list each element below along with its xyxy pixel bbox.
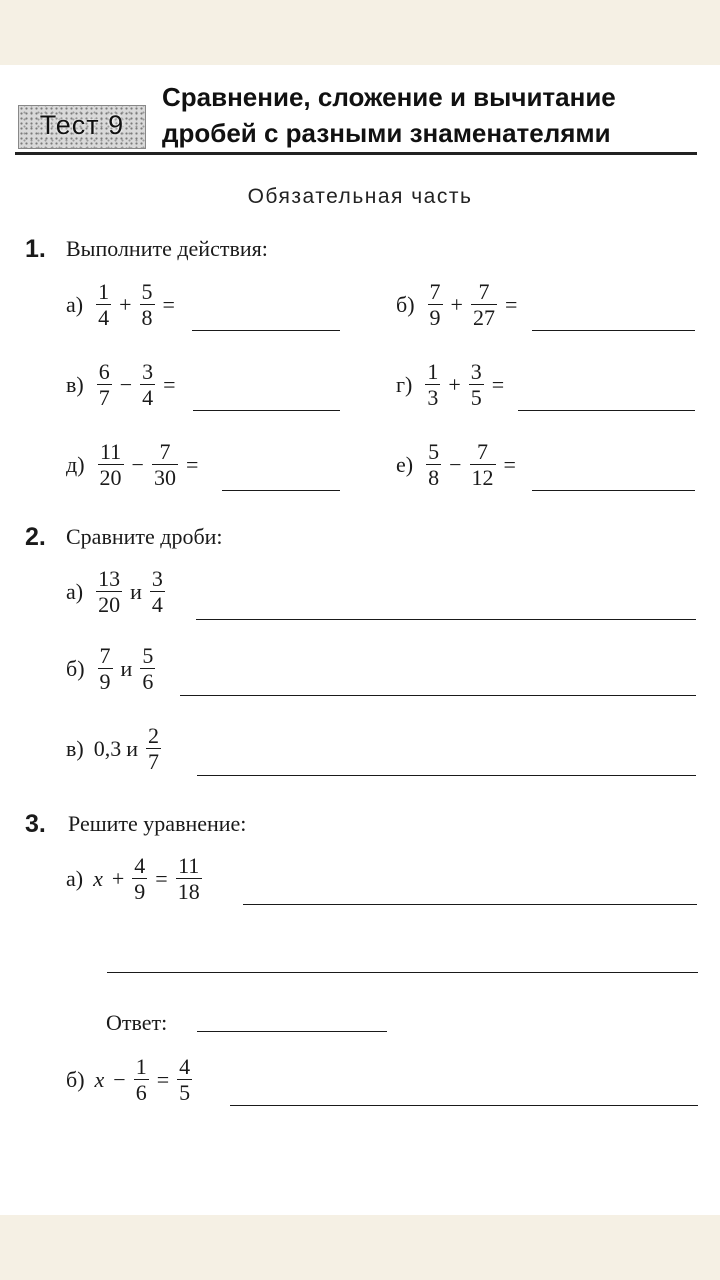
denominator: 9 xyxy=(99,669,111,694)
operator: + xyxy=(450,291,463,317)
item-label: г) xyxy=(396,371,413,397)
denominator: 6 xyxy=(135,1080,147,1105)
denominator: 8 xyxy=(141,305,153,330)
denominator: 18 xyxy=(177,879,200,904)
fraction xyxy=(425,359,440,410)
q1-item-g xyxy=(396,359,509,410)
item-label: а) xyxy=(66,865,84,891)
denominator: 27 xyxy=(472,305,495,330)
operator: + xyxy=(111,865,125,891)
denominator: 4 xyxy=(98,305,110,330)
equals-sign: = xyxy=(163,371,176,397)
q2-item-b xyxy=(66,643,158,694)
variable-x: x xyxy=(93,865,103,891)
q2-item-a xyxy=(66,566,168,617)
operator: − xyxy=(119,371,133,397)
numerator: 3 xyxy=(470,359,482,384)
fraction xyxy=(96,279,111,330)
numerator: 4 xyxy=(179,1054,191,1079)
fraction xyxy=(140,279,155,330)
fraction xyxy=(146,723,161,774)
conjunction: и xyxy=(120,655,133,681)
item-label: в) xyxy=(66,371,84,397)
fraction xyxy=(140,359,155,410)
item-label: б) xyxy=(66,1066,85,1092)
denominator: 5 xyxy=(179,1080,191,1105)
denominator: 7 xyxy=(98,385,110,410)
denominator: 6 xyxy=(142,669,154,694)
question-2-number: 2. xyxy=(25,523,46,551)
conjunction: и xyxy=(130,578,142,604)
fraction xyxy=(97,359,112,410)
q1-v-answer-line[interactable] xyxy=(193,410,340,411)
numerator: 11 xyxy=(178,853,200,878)
numerator: 3 xyxy=(142,359,154,384)
numerator: 7 xyxy=(429,279,441,304)
section-subtitle: Обязательная часть xyxy=(247,185,473,208)
item-label: б) xyxy=(396,291,415,317)
numerator: 1 xyxy=(98,279,110,304)
fraction xyxy=(140,643,155,694)
fraction xyxy=(152,439,178,490)
numerator: 3 xyxy=(151,566,163,591)
q1-e-answer-line[interactable] xyxy=(532,490,695,491)
q1-item-b xyxy=(396,279,522,330)
denominator: 20 xyxy=(99,465,122,490)
numerator: 7 xyxy=(99,643,111,668)
numerator: 7 xyxy=(478,279,490,304)
numerator: 5 xyxy=(141,279,153,304)
item-label: е) xyxy=(396,451,414,477)
fraction xyxy=(134,1054,149,1105)
denominator: 30 xyxy=(153,465,176,490)
denominator: 4 xyxy=(151,592,163,617)
denominator: 12 xyxy=(471,465,494,490)
q1-b-answer-line[interactable] xyxy=(532,330,695,331)
operator: + xyxy=(119,291,132,317)
item-label: б) xyxy=(66,655,85,681)
q3-a-answer-field[interactable] xyxy=(197,1031,387,1032)
header-rule xyxy=(15,152,697,155)
numerator: 5 xyxy=(142,643,154,668)
q1-d-answer-line[interactable] xyxy=(222,490,340,491)
operator: − xyxy=(131,451,144,477)
equals-sign: = xyxy=(156,1066,170,1092)
denominator: 5 xyxy=(470,385,482,410)
decimal-value: 0,3 xyxy=(93,735,122,761)
item-label: а) xyxy=(66,578,84,604)
variable-x: x xyxy=(94,1066,105,1092)
item-label: а) xyxy=(66,291,84,317)
operator: − xyxy=(113,1066,126,1092)
numerator: 2 xyxy=(148,723,159,748)
q3-a-answer-line[interactable] xyxy=(243,904,697,905)
denominator: 20 xyxy=(98,592,121,617)
q3-item-b xyxy=(66,1054,195,1105)
numerator: 1 xyxy=(135,1054,147,1079)
operator: − xyxy=(449,451,462,477)
equals-sign: = xyxy=(185,451,199,477)
q2-a-answer-line[interactable] xyxy=(196,619,696,620)
denominator: 3 xyxy=(427,385,439,410)
equals-sign: = xyxy=(504,291,518,317)
q1-item-d xyxy=(66,439,203,490)
item-label: д) xyxy=(66,451,85,477)
q1-item-v xyxy=(66,359,181,410)
equals-sign: = xyxy=(491,371,505,397)
item-label: в) xyxy=(66,735,84,761)
numerator: 5 xyxy=(428,439,440,464)
question-1-number: 1. xyxy=(25,235,46,263)
title-line-2: дробей с разными знаменателями xyxy=(162,118,611,148)
equals-sign: = xyxy=(503,451,516,477)
fraction xyxy=(150,566,165,617)
numerator: 7 xyxy=(159,439,171,464)
denominator: 9 xyxy=(429,305,441,330)
fraction xyxy=(176,853,202,904)
numerator: 4 xyxy=(134,853,146,878)
q2-b-answer-line[interactable] xyxy=(180,695,696,696)
q2-v-answer-line[interactable] xyxy=(197,775,696,776)
q3-b-answer-line[interactable] xyxy=(230,1105,698,1106)
badge-label: Тест 9 xyxy=(39,110,125,140)
title-line-1: Сравнение, сложение и вычитание xyxy=(162,82,616,112)
q1-a-answer-line[interactable] xyxy=(192,330,340,331)
q1-item-e xyxy=(396,439,521,490)
operator: + xyxy=(448,371,461,397)
fraction xyxy=(98,439,124,490)
fraction xyxy=(132,853,147,904)
numerator: 6 xyxy=(98,359,110,384)
q3-item-a xyxy=(66,853,205,904)
fraction xyxy=(426,439,441,490)
numerator: 1 xyxy=(427,359,439,384)
fraction xyxy=(428,279,443,330)
q1-g-answer-line[interactable] xyxy=(518,410,695,411)
question-3-text: Решите уравнение: xyxy=(68,811,247,836)
denominator: 9 xyxy=(134,879,146,904)
fraction xyxy=(177,1054,192,1105)
conjunction: и xyxy=(126,735,138,761)
equals-sign: = xyxy=(155,865,168,891)
fraction xyxy=(471,279,497,330)
equals-sign: = xyxy=(162,291,175,317)
denominator: 8 xyxy=(428,465,440,490)
q2-item-v xyxy=(66,723,164,774)
fraction xyxy=(96,566,122,617)
question-1-text: Выполните действия: xyxy=(66,236,268,261)
q1-item-a xyxy=(66,279,180,330)
q3-a-work-line[interactable] xyxy=(107,972,698,973)
numerator: 13 xyxy=(98,566,121,591)
question-2-text: Сравните дроби: xyxy=(66,524,223,549)
numerator: 11 xyxy=(99,439,122,464)
test-number-badge xyxy=(18,105,146,149)
numerator: 7 xyxy=(477,439,489,464)
denominator: 7 xyxy=(148,749,159,774)
denominator: 4 xyxy=(142,385,154,410)
fraction xyxy=(470,439,496,490)
fraction xyxy=(469,359,484,410)
fraction xyxy=(98,643,113,694)
answer-label: Ответ: xyxy=(106,1010,168,1035)
question-3-number: 3. xyxy=(25,810,46,838)
